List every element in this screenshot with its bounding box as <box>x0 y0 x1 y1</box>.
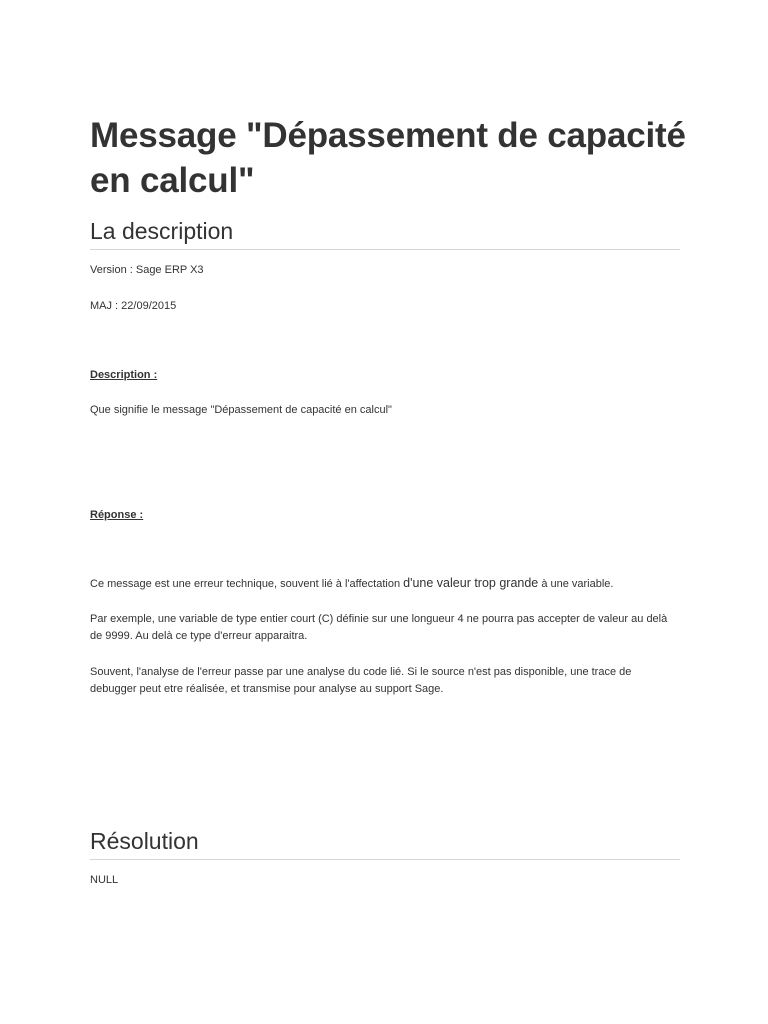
description-section-heading: La description <box>90 218 234 244</box>
response-paragraph-1-end: à une variable. <box>538 578 614 590</box>
resolution-section-heading: Résolution <box>90 828 199 854</box>
resolution-section-divider <box>90 859 680 860</box>
description-label: Description : <box>90 369 158 381</box>
response-paragraph-3: Souvent, l'analyse de l'erreur passe par une analyse du code lié. Si le source n'est pas disponible, une trace de debugger peut etre réalisée, et transmise pour analyse au support Sage. <box>90 666 632 695</box>
response-label: Réponse : <box>90 509 144 521</box>
response-paragraph-1-emphasis: d'une valeur trop grande <box>403 576 539 590</box>
maj-date-text: MAJ : 22/09/2015 <box>90 300 177 312</box>
response-paragraph-1-start: Ce message est une erreur technique, souvent lié à l'affectation <box>90 578 404 590</box>
page-title: Message "Dépassement de capacité en calcul" <box>90 116 686 200</box>
description-section-divider <box>90 249 680 250</box>
description-question: Que signifie le message "Dépassement de capacité en calcul" <box>90 404 392 416</box>
response-paragraph-2: Par exemple, une variable de type entier court (C) définie sur une longueur 4 ne pourra pas accepter de valeur au delà de 9999. Au delà ce type d'erreur apparaitra. <box>90 613 668 642</box>
version-text: Version : Sage ERP X3 <box>90 264 204 276</box>
resolution-text: NULL <box>90 874 119 886</box>
response-paragraph-1 <box>90 575 670 593</box>
